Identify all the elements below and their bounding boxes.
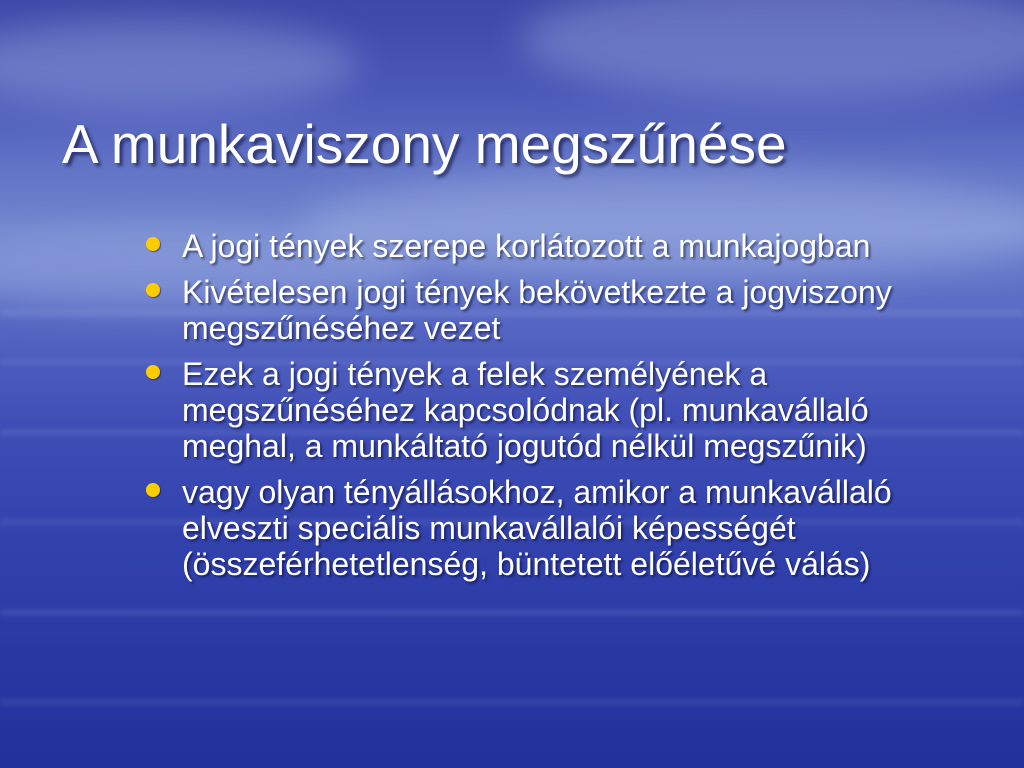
water-streak	[0, 700, 1024, 704]
bullet-item	[140, 356, 970, 464]
bullet-item	[140, 228, 970, 264]
bullet-list	[140, 228, 970, 592]
bullet-item	[140, 474, 970, 582]
bullet-text: Kivételesen jogi tények bekövetkezte a jogviszony megszűnéséhez vezet	[182, 274, 892, 346]
background-cloud	[0, 20, 360, 110]
bullet-dot-icon	[146, 365, 160, 379]
background-cloud	[520, 0, 1024, 100]
bullet-item	[140, 274, 970, 346]
bullet-text: Ezek a jogi tények a felek személyének a megszűnéséhez kapcsolódnak (pl. munkavállaló meghal, a munkáltató jogutód nélkül megszűnik)	[182, 356, 869, 464]
water-streak	[0, 610, 1024, 615]
bullet-dot-icon	[146, 283, 160, 297]
bullet-text: A jogi tények szerepe korlátozott a munkajogban	[182, 228, 871, 264]
bullet-text: vagy olyan tényállásokhoz, amikor a munkavállaló elveszti speciális munkavállalói képességét (összeférhetetlenség, büntetett előéletűvé válás)	[182, 474, 892, 582]
slide-title: A munkaviszony megszűnése	[62, 113, 787, 175]
bullet-dot-icon	[146, 237, 160, 251]
bullet-dot-icon	[146, 483, 160, 497]
